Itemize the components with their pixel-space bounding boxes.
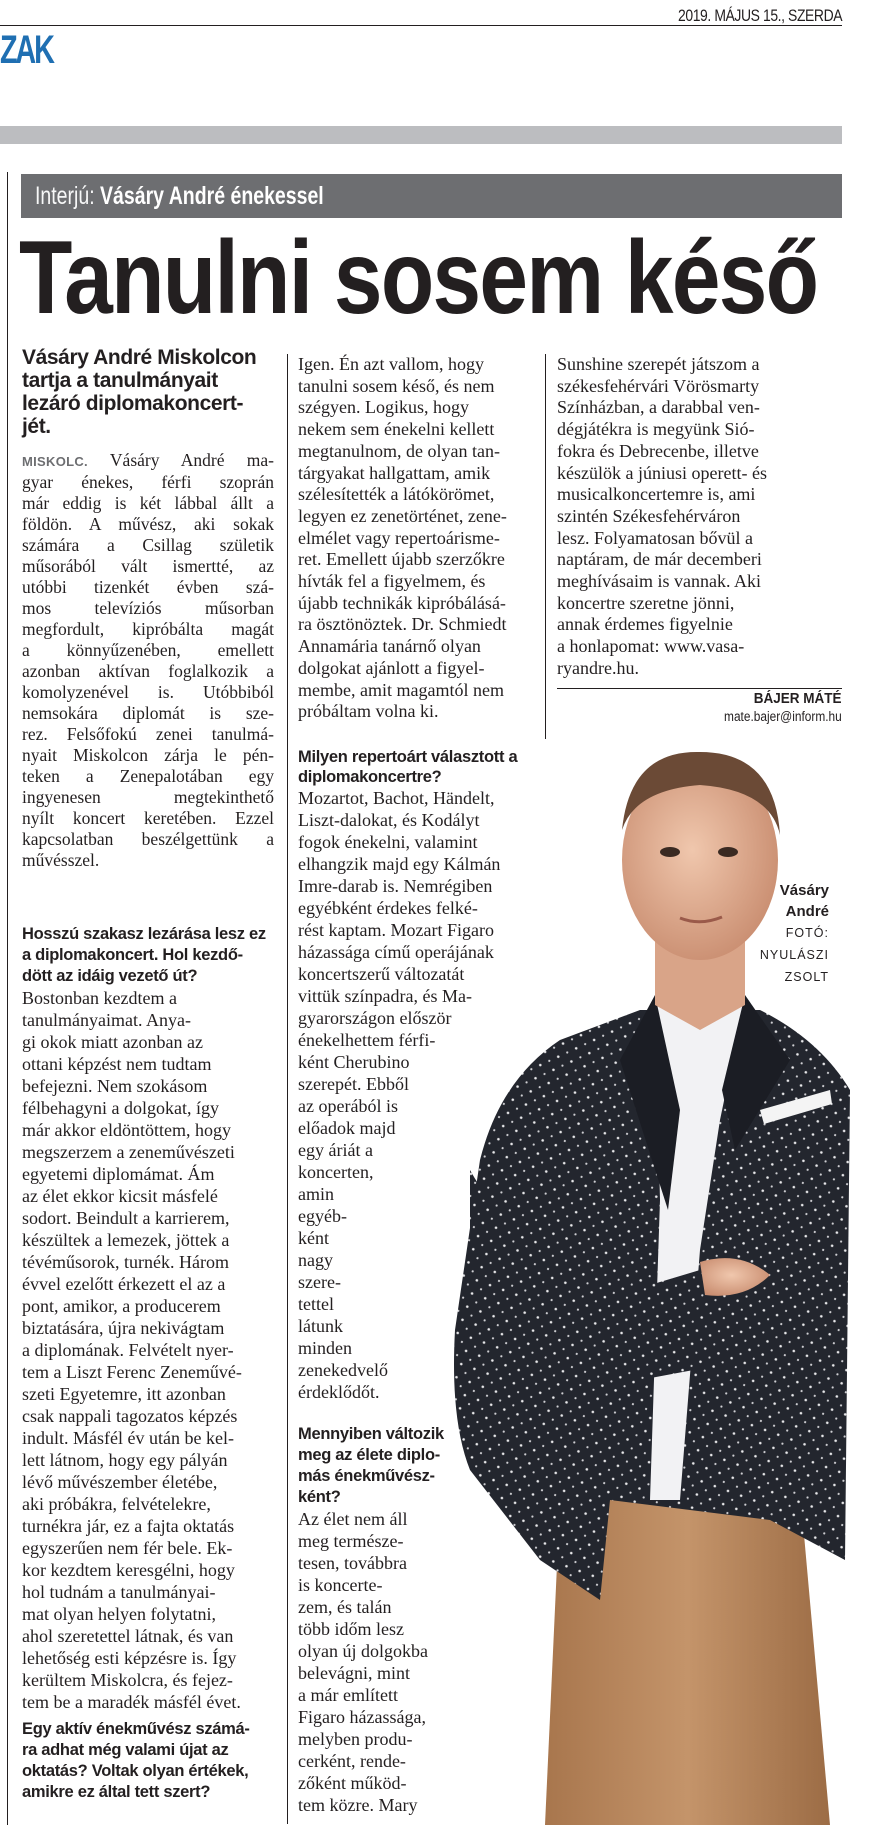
text-line: membe, amit magamtól nem bbox=[298, 679, 504, 700]
text-line: belevágni, mint bbox=[298, 1662, 410, 1683]
text-line: egyéb- bbox=[298, 1205, 347, 1226]
article-headline: Tanulni sosem késő bbox=[19, 220, 818, 336]
text-line: elmélet vagy repertoárisme- bbox=[298, 527, 500, 548]
text-line: földön. A művész, aki sokak bbox=[22, 514, 274, 534]
text-line: cerként, rende- bbox=[298, 1750, 406, 1771]
text-line: más énekművész- bbox=[298, 1466, 435, 1485]
text-line: ként bbox=[298, 1227, 329, 1248]
text-line: tartja a tanulmányait bbox=[22, 369, 218, 392]
text-line: szerepét. Ebből bbox=[298, 1073, 409, 1094]
text-line: a diplomakoncert. Hol kezdő- bbox=[22, 946, 243, 964]
interview-answer bbox=[557, 354, 842, 680]
interview-answer bbox=[22, 987, 274, 1713]
newspaper-logo: ZAK bbox=[0, 28, 53, 72]
text-line: tem a Liszt Ferenc Zeneművé- bbox=[22, 1362, 242, 1382]
text-line: olyan új dolgokba bbox=[298, 1640, 428, 1661]
text-line: befejezni. Nem szokásom bbox=[22, 1076, 208, 1096]
text-line: melyben produ- bbox=[298, 1728, 413, 1749]
text-line: dégjátékra is megyünk Sió- bbox=[557, 419, 755, 440]
text-line: szélesítették a látókörömet, bbox=[298, 484, 495, 505]
text-line: Milyen repertoárt választott a bbox=[298, 747, 518, 766]
byline-rule bbox=[557, 688, 842, 689]
text-line: szeti Egyetemre, itt azonban bbox=[22, 1384, 226, 1404]
text-line: újabb technikák kipróbálásá- bbox=[298, 592, 506, 613]
text-line: diplomakoncertre? bbox=[298, 767, 442, 786]
text-line: tem be a maradék másfél évet. bbox=[22, 1692, 241, 1712]
text-line: amikre ez által tett szert? bbox=[22, 1783, 211, 1801]
text-line: ra ösztönöztek. Dr. Schmiedt bbox=[298, 614, 507, 635]
text-line: dolgokat ajánlott a figyel- bbox=[298, 657, 485, 678]
text-line: elhangzik majd egy Kálmán bbox=[298, 853, 501, 874]
text-line: ahol szeretettel látnak, és van bbox=[22, 1626, 234, 1646]
text-line: lesz. Folyamatosan bővül a bbox=[557, 527, 753, 548]
text-line: lévő művészember életébe, bbox=[22, 1472, 218, 1492]
photo-credit: NYULÁSZI bbox=[759, 948, 829, 962]
text-line: készülök a júniusi operett- és bbox=[557, 462, 767, 483]
text-line: amin bbox=[298, 1183, 334, 1204]
text-line: ingyenesen megtekinthető bbox=[22, 787, 274, 807]
text-line: mat olyan helyen folytatni, bbox=[22, 1604, 216, 1624]
text-line: Mennyiben változik bbox=[298, 1424, 444, 1443]
text-line: tanulmányaimat. Anya- bbox=[22, 1010, 191, 1030]
text-line: ottani képzést nem tudtam bbox=[22, 1054, 212, 1074]
text-line: ra adhat még valami újat az bbox=[22, 1741, 229, 1759]
text-line: házassága című operájának bbox=[298, 941, 494, 962]
text-line: turnékra jár, ez a fajta oktatás bbox=[22, 1516, 235, 1536]
article-lede bbox=[22, 346, 274, 438]
text-line: komolyzenével is. Utóbbiból bbox=[22, 682, 274, 702]
text-line: gyar énekes, férfi szoprán bbox=[22, 472, 274, 492]
text-line: fokra és Debrecenbe, illetve bbox=[557, 440, 759, 461]
text-line: is koncerte- bbox=[298, 1574, 383, 1595]
text-line: jét. bbox=[22, 415, 51, 438]
text-line: Figaro házassága, bbox=[298, 1706, 426, 1727]
text-line: rez. Felsőfokú zenei tanulmá- bbox=[22, 724, 274, 744]
photo-caption bbox=[760, 880, 829, 988]
text-line: zőként működ- bbox=[298, 1772, 407, 1793]
caption-name: Vásáry bbox=[779, 882, 829, 899]
text-line: próbáltam volna ki. bbox=[298, 701, 439, 722]
text-line: lezáró diplomakoncert- bbox=[22, 392, 244, 415]
text-line: Színházban, a darabbal ven- bbox=[557, 397, 760, 418]
text-line: előadok majd bbox=[298, 1117, 396, 1138]
intro-paragraph bbox=[22, 450, 274, 871]
author-name: BÁJER MÁTÉ bbox=[754, 690, 842, 707]
issue-date: 2019. MÁJUS 15., SZERDA bbox=[677, 6, 842, 25]
text-line: nyílt koncert keretében. Ezzel bbox=[22, 808, 274, 828]
text-line: nagy bbox=[298, 1249, 333, 1270]
text-line: a már említett bbox=[298, 1684, 398, 1705]
text-line: koncerten, bbox=[298, 1161, 374, 1182]
text-line: minden bbox=[298, 1337, 352, 1358]
text-line: ként? bbox=[298, 1487, 341, 1506]
text-line: Liszt-dalokat, és Kodályt bbox=[298, 809, 480, 830]
text-line: tévéműsorok, turnék. Három bbox=[22, 1252, 229, 1272]
text-line: zem, és talán bbox=[298, 1596, 392, 1617]
text-line: lett látnom, hogy egy pályán bbox=[22, 1450, 228, 1470]
kicker-subject: Vásáry André énekessel bbox=[100, 182, 324, 210]
text-line: művésszel. bbox=[22, 850, 100, 870]
text-line: Annamária tanárnő olyan bbox=[298, 636, 481, 657]
text-line: a diplomának. Felvételt nyer- bbox=[22, 1340, 234, 1360]
text-line: számára a Csillag születik bbox=[22, 535, 274, 555]
text-line: készültek a lemezek, jöttek a bbox=[22, 1230, 230, 1250]
text-line: kor kezdtem keresgélni, hogy bbox=[22, 1560, 235, 1580]
text-line: megszerzem a zeneművészeti bbox=[22, 1142, 235, 1162]
article-column-3 bbox=[557, 354, 842, 680]
text-line: Hosszú szakasz lezárása lesz ez bbox=[22, 925, 266, 943]
text-line: tárgyakat hallgattam, amik bbox=[298, 462, 491, 483]
text-line: már eddig is két lábbal állt a bbox=[22, 493, 274, 513]
text-line: egy áriát a bbox=[298, 1139, 373, 1160]
interview-question bbox=[298, 747, 543, 787]
text-line: tettel bbox=[298, 1293, 334, 1314]
text-line: hívták fel a figyelmem, és bbox=[298, 571, 486, 592]
text-line: műsorából vált ismertté, az bbox=[22, 556, 274, 576]
text-line: nyait Miskolcon zárja le pén- bbox=[22, 745, 274, 765]
text-line: évvel ezelőtt érkezett el az a bbox=[22, 1274, 226, 1294]
text-line: az élet ekkor kicsit másfelé bbox=[22, 1186, 218, 1206]
text-line: Sunshine szerepét játszom a bbox=[557, 354, 760, 374]
text-line: pont, amikor, a producerem bbox=[22, 1296, 221, 1316]
text-line: teken a Zenepalotában egy bbox=[22, 766, 274, 786]
text-line: ként Cherubino bbox=[298, 1051, 410, 1072]
text-line: biztatására, újra nekivágtam bbox=[22, 1318, 225, 1338]
text-line: rést kaptam. Mozart Figaro bbox=[298, 919, 494, 940]
caption-name: André bbox=[785, 903, 829, 920]
text-line: az operából is bbox=[298, 1095, 398, 1116]
text-line: Imre-darab is. Nemrégiben bbox=[298, 875, 493, 896]
text-line: tanulni sosem késő, és nem bbox=[298, 375, 495, 396]
column-divider bbox=[287, 354, 288, 1824]
article-column-1 bbox=[22, 346, 274, 1803]
column-divider bbox=[545, 354, 546, 739]
text-line: zenekedvelő bbox=[298, 1359, 388, 1380]
text-line: énekelhettem férfi- bbox=[298, 1029, 436, 1050]
text-line: Bostonban kezdtem a bbox=[22, 988, 177, 1008]
author-email[interactable]: mate.bajer@inform.hu bbox=[724, 709, 842, 724]
text-line: szere- bbox=[298, 1271, 341, 1292]
text-line: érdeklődőt. bbox=[298, 1381, 380, 1402]
text-line: tem közre. Mary bbox=[298, 1794, 418, 1815]
text-line: csak nappali tagozatos képzés bbox=[22, 1406, 238, 1426]
text-line: musicalkoncertemre is, ami bbox=[557, 484, 756, 505]
text-line: aki próbákra, felvételekre, bbox=[22, 1494, 211, 1514]
text-line: koncertre szeretne jönni, bbox=[557, 592, 735, 613]
text-line: azonban aktívan foglalkozik a bbox=[22, 661, 274, 681]
text-line: naptáram, de már decemberi bbox=[557, 549, 762, 570]
text-line: kerültem Miskolcra, és fejez- bbox=[22, 1670, 233, 1690]
text-line: már akkor eldöntöttem, hogy bbox=[22, 1120, 231, 1140]
text-line: megtanulnom, de olyan tan- bbox=[298, 440, 500, 461]
text-line: egyébként érdekes felké- bbox=[298, 897, 478, 918]
dateline: MISKOLC. bbox=[22, 454, 88, 469]
text-line: kapcsolatban beszélgettünk a bbox=[22, 829, 274, 849]
interview-question bbox=[22, 1719, 274, 1803]
text-line: sodort. Beindult a karrierem, bbox=[22, 1208, 230, 1228]
text-line: Az élet nem áll bbox=[298, 1508, 408, 1529]
text-line: szintén Székesfehérváron bbox=[557, 505, 741, 526]
text-line: félbehagyni a dolgokat, így bbox=[22, 1098, 219, 1118]
text-line: MISKOLC. Vásáry André ma- bbox=[22, 450, 274, 470]
text-line: koncertszerű változatát bbox=[298, 963, 465, 984]
interview-answer bbox=[298, 354, 543, 723]
text-line: meghívásaim is vannak. Aki bbox=[557, 571, 761, 592]
kicker-label: Interjú: bbox=[35, 182, 95, 210]
text-line: utóbbi tizenkét évben szá- bbox=[22, 577, 274, 597]
text-line: Mozartot, Bachot, Händelt, bbox=[298, 787, 495, 808]
text-line: egyszerűen nem fér bele. Ek- bbox=[22, 1538, 233, 1558]
text-line: oktatás? Voltak olyan értékek, bbox=[22, 1762, 249, 1780]
text-line: hol tudnám a tanulmányai- bbox=[22, 1582, 216, 1602]
photo-credit: FOTÓ: bbox=[785, 926, 829, 940]
text-line: dött az idáig vezető út? bbox=[22, 967, 198, 985]
text-line: meg az élete diplo- bbox=[298, 1445, 440, 1464]
text-line: megfordult, kipróbálta magát bbox=[22, 619, 274, 639]
text-line: látunk bbox=[298, 1315, 343, 1336]
text-line: Igen. Én azt vallom, hogy bbox=[298, 354, 484, 374]
text-line: székesfehérvári Vörösmarty bbox=[557, 375, 760, 396]
text-line: indult. Másfél év után be kel- bbox=[22, 1428, 234, 1448]
article-column-2 bbox=[298, 354, 543, 1816]
interview-answer bbox=[298, 1508, 543, 1816]
text-line: vittük színpadra, és Ma- bbox=[298, 985, 472, 1006]
text-line: fogok énekelni, valamint bbox=[298, 831, 478, 852]
text-line: Egy aktív énekművész számá- bbox=[22, 1720, 250, 1738]
text-line: gyarországon először bbox=[298, 1007, 452, 1028]
text-line: tesen, továbbra bbox=[298, 1552, 407, 1573]
photo-credit: ZSOLT bbox=[784, 970, 829, 984]
text-line: nekem sem énekelni kellett bbox=[298, 419, 495, 440]
text-line: lehetőség esti képzésre is. Így bbox=[22, 1648, 237, 1668]
interview-question bbox=[22, 924, 274, 987]
text-line: több időm lesz bbox=[298, 1618, 404, 1639]
text-line: ryandre.hu. bbox=[557, 657, 639, 678]
text-line: gi okok miatt azonban az bbox=[22, 1032, 203, 1052]
text-line: egyetemi diplomámat. Ám bbox=[22, 1164, 215, 1184]
text-line: ret. Emellett újabb szerzőkre bbox=[298, 549, 505, 570]
text-line: Vásáry André Miskolcon bbox=[22, 346, 257, 369]
text-line: a könnyűzenében, emellett bbox=[22, 640, 274, 660]
text-line: annak érdemes figyelnie bbox=[557, 614, 733, 635]
text-line: legyen ez zenetörténet, zene- bbox=[298, 505, 507, 526]
interview-answer bbox=[298, 787, 543, 1403]
text-line: nemsokára diplomát is sze- bbox=[22, 703, 274, 723]
interview-question bbox=[298, 1424, 543, 1508]
text-line: meg természe- bbox=[298, 1530, 404, 1551]
text-line: mos televíziós műsorban bbox=[22, 598, 274, 618]
text-line: szégyen. Logikus, hogy bbox=[298, 397, 469, 418]
text-line: a honlapomat: www.vasa- bbox=[557, 636, 745, 657]
